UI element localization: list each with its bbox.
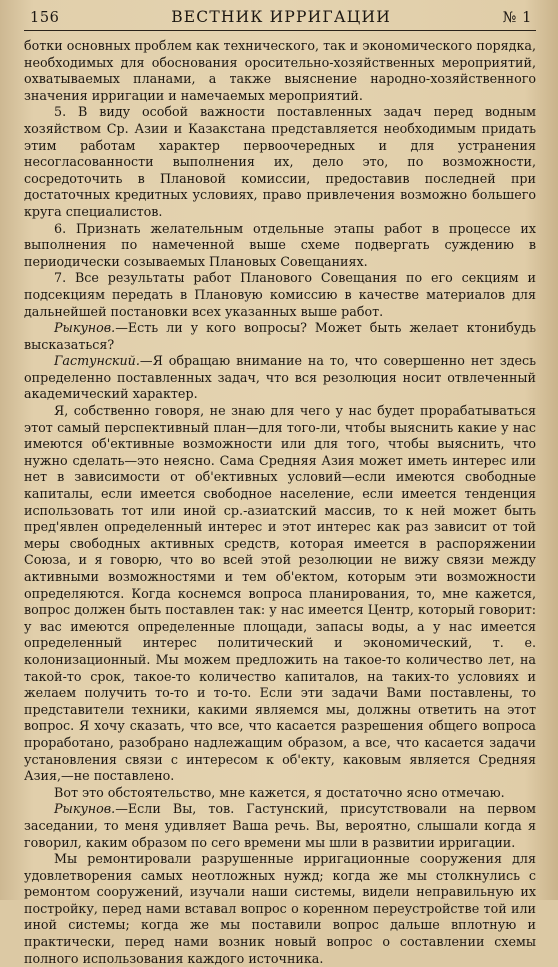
page-number: 156: [30, 10, 60, 26]
speaker-name: Рыкунов.: [54, 801, 116, 817]
paragraph-text: Вот это обстоятельство, мне кажется, я достаточно ясно отмечаю.: [54, 784, 505, 800]
paragraph-text: 6. Признать желательным отдельные этапы работ в процессе их выполнения по намеченной выше схеме подвергать суждению в периодически созываемых Плановых Совещаниях.: [24, 220, 536, 269]
paragraph-text: Я, собственно говоря, не знаю для чего у нас будет прорабатываться этот самый перспективный план—для того-ли, чтобы выяснить какие у нас имеются об'ективные возможности или для того, чтобы выяснить, что нужно сделать—это неясно. Сама Средняя Азия может иметь интерес или нет в зависимости от об'ективных условий—если имеются свободные капиталы, если имеется свободное население, если имеется тенденция использовать тот или иной ср.-азиатский массив, то к ней может быть пред'явлен определенный интерес и этот интерес как раз зависит от той меры свободных активных средств, которая имеется в распоряжении Союза, и я говорю, что во всей этой резолюции не вижу связи между активными возможностями и тем об'ектом, которым эти возможности определяются. Когда коснемся вопроса планирования, то, мне кажется, вопрос должен быть поставлен так: у нас имеется Центр, который говорит: у вас имеются определенные площади, запасы воды, а у нас имеется определенный интерес политический и экономический, т. е. колонизационный. Мы можем предложить на такое-то количество лет, на такой-то срок, такое-то количество капиталов, на таких-то условиях и желаем получить то-то и то-то. Если эти задачи Вами поставлены, то представители техники, какими являемся мы, должны ответить на этот вопрос. Я хочу сказать, что все, что касается разрешения общего вопроса проработано, разобрано надлежащим образом, а все, что касается задачи установления связи с интересом к об'екту, каковым является Средняя Азия,—не поставлено.: [24, 403, 536, 784]
paragraph-text: ботки основных проблем как технического, так и экономического порядка, необходимых для обоснования оросительно-хозяйственных мероприятий, охватываемых планами, а также выяснение народно-хозяйственного значения ирригации и намечаемых мероприятий.: [24, 38, 536, 103]
paragraph-text: Мы ремонтировали разрушенные ирригационные сооружения для удовлетворения самых неотложных нужд; когда же мы столкнулись с ремонтом сооружений, изучали наши системы, видели неправильную их постройку, перед нами вставал вопрос о коренном переустройстве той или иной системы; когда же мы поставили вопрос дальше вплотную и практически, перед нами возник новый вопрос о составлении схемы полного использования каждого источника.: [24, 851, 536, 966]
document-body: [24, 38, 536, 967]
paragraph: [24, 785, 536, 802]
speaker-name: Гастунский.: [54, 353, 140, 369]
paragraph: [24, 851, 536, 967]
paragraph: [24, 320, 536, 353]
page-header: [24, 8, 536, 31]
paragraph: [24, 221, 536, 271]
paragraph: [24, 353, 536, 403]
paragraph: [24, 38, 536, 104]
paragraph: [24, 403, 536, 785]
speaker-name: Рыкунов.: [54, 320, 116, 336]
paragraph-text: —Если Вы, тов. Гастунский, присутствовали на первом заседании, то меня удивляет Ваша речь. Вы, вероятно, слышали когда я говорил, каким образом по сего времени мы шли в развитии ирригации.: [24, 801, 536, 850]
issue-number: № 1: [502, 10, 532, 26]
paragraph-text: —Я обращаю внимание на то, что совершенно нет здесь определенно поставленных задач, что вся резолюция носит отвлеченный академический характер.: [24, 353, 536, 402]
paragraph: [24, 270, 536, 320]
journal-title: ВЕСТНИК ИРРИГАЦИИ: [171, 8, 391, 26]
paragraph: [24, 801, 536, 851]
paragraph-text: 7. Все результаты работ Планового Совещания по его секциям и подсекциям передать в Плановую комиссию в качестве материалов для дальнейшей постановки всех указанных выше работ.: [24, 270, 536, 319]
paragraph: [24, 104, 536, 220]
paragraph-text: —Есть ли у кого вопросы? Может быть желает ктонибудь высказаться?: [24, 320, 536, 352]
paragraph-text: 5. В виду особой важности поставленных задач перед водным хозяйством Ср. Азии и Казакстана представляется необходимым придать этим работам характер первоочередных и для устранения несогласованности выполнения их, дело это, по возможности, сосредоточить в Плановой комиссии, предоставив последней при достаточных кредитных условиях, право привлечения возможно большего круга специалистов.: [24, 104, 536, 219]
